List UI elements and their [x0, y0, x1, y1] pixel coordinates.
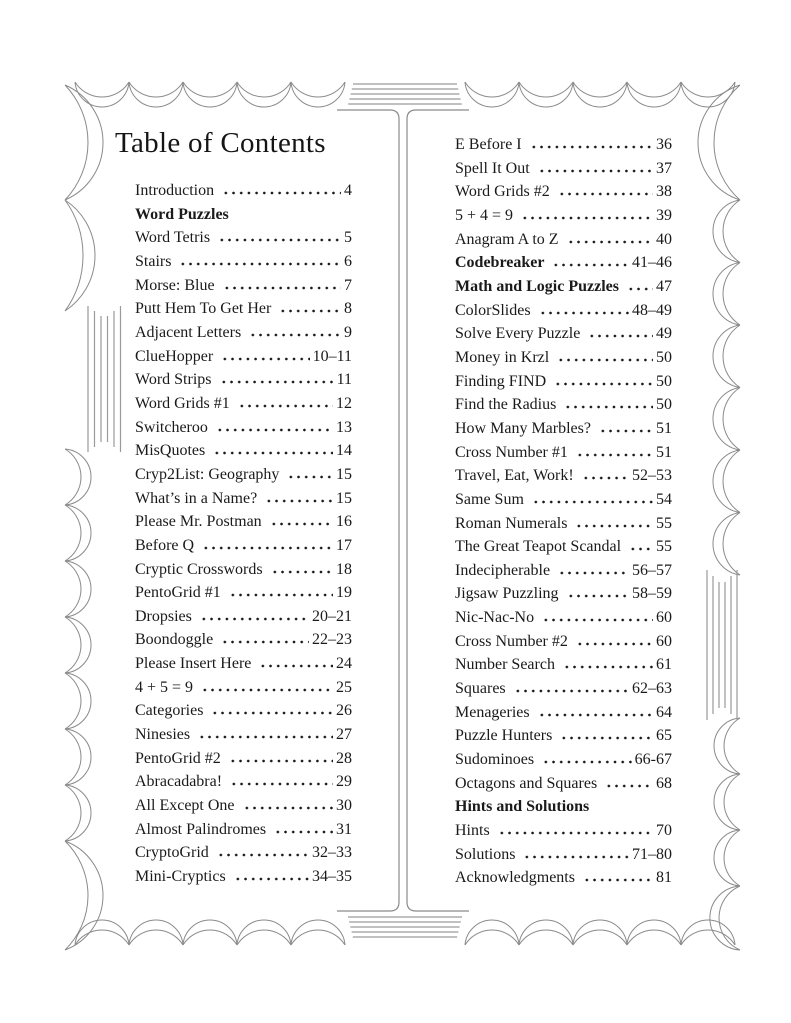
toc-entry-pages: 9: [344, 323, 352, 341]
dot-leader: [216, 238, 341, 242]
toc-entry: [455, 464, 672, 488]
toc-entry-label: Adjacent Letters: [135, 323, 242, 341]
dot-leader: [211, 451, 333, 455]
toc-entry-label: Dropsies: [135, 607, 192, 625]
dot-leader: [247, 333, 341, 337]
dot-leader: [215, 853, 309, 857]
toc-entry-label: ClueHopper: [135, 347, 214, 365]
toc-entry-label: Please Insert Here: [135, 655, 252, 673]
toc-entry-label: Travel, Eat, Work!: [455, 467, 574, 485]
toc-entry-pages: 68: [656, 774, 672, 792]
dot-leader: [272, 830, 333, 834]
toc-entry-label: Find the Radius: [455, 396, 557, 414]
toc-entry-pages: 32–33: [312, 844, 352, 862]
dot-leader: [199, 688, 333, 692]
dot-leader: [257, 664, 333, 668]
dot-leader: [540, 618, 653, 622]
toc-entry-label: Puzzle Hunters: [455, 727, 553, 745]
toc-entry-pages: 24: [336, 655, 352, 673]
toc-entry-pages: 39: [656, 206, 672, 224]
dot-leader: [565, 594, 629, 598]
toc-entry: [135, 747, 352, 771]
toc-entry: [455, 417, 672, 441]
dot-leader: [519, 216, 653, 220]
toc-entry-label: Categories: [135, 702, 204, 720]
dot-leader: [555, 358, 653, 362]
toc-entry-label: Nic-Nac-No: [455, 609, 535, 627]
toc-entry: [135, 250, 352, 274]
dot-leader: [536, 713, 653, 717]
toc-entry-label: Almost Palindromes: [135, 820, 267, 838]
toc-entry: [455, 488, 672, 512]
toc-entry: [455, 748, 672, 772]
toc-entry: [455, 133, 672, 157]
dot-leader: [627, 547, 653, 551]
toc-entry: [135, 628, 352, 652]
dot-leader: [512, 689, 629, 693]
dot-leader: [574, 642, 653, 646]
dot-leader: [536, 169, 653, 173]
dot-leader: [573, 524, 653, 528]
toc-entry-pages: 15: [336, 489, 352, 507]
toc-entry-label: The Great Teapot Scandal: [455, 538, 622, 556]
toc-entry-pages: 18: [336, 560, 352, 578]
toc-entry: [135, 558, 352, 582]
dot-leader: [209, 711, 333, 715]
dot-leader: [219, 357, 309, 361]
toc-entry-pages: 60: [656, 609, 672, 627]
toc-entry-label: Hints: [455, 822, 490, 840]
toc-entry-label: How Many Marbles?: [455, 419, 591, 437]
toc-entry-label: CryptoGrid: [135, 844, 209, 862]
toc-entry: [135, 274, 352, 298]
dot-leader: [574, 453, 653, 457]
toc-entry-label: Same Sum: [455, 490, 524, 508]
toc-entry: [455, 582, 672, 606]
toc-entry: [135, 416, 352, 440]
toc-entry-label: Number Search: [455, 656, 555, 674]
toc-entry: [455, 512, 672, 536]
dot-leader: [603, 784, 653, 788]
toc-entry-label: Cryptic Crosswords: [135, 560, 263, 578]
toc-entry: [135, 297, 352, 321]
dot-leader: [586, 334, 653, 338]
toc-entry: [135, 439, 352, 463]
toc-entry-label: Finding FIND: [455, 372, 547, 390]
dot-leader: [561, 665, 653, 669]
toc-entry: [135, 699, 352, 723]
dot-leader: [597, 429, 653, 433]
toc-entry-label: 5 + 4 = 9: [455, 206, 514, 224]
toc-entry-pages: 16: [336, 513, 352, 531]
toc-entry-pages: 20–21: [312, 607, 352, 625]
dot-leader: [177, 262, 341, 266]
toc-entry: [455, 157, 672, 181]
toc-entry-pages: 41–46: [632, 254, 672, 272]
dot-leader: [556, 571, 629, 575]
toc-entry-pages: 15: [336, 465, 352, 483]
dot-leader: [220, 191, 341, 195]
toc-entry-label: Word Puzzles: [135, 205, 229, 223]
dot-leader: [540, 760, 632, 764]
toc-column-right: [455, 133, 672, 890]
dot-leader: [277, 309, 341, 313]
dot-leader: [268, 522, 333, 526]
toc-entry-label: What’s in a Name?: [135, 489, 258, 507]
toc-entry: [135, 487, 352, 511]
dot-leader: [241, 806, 333, 810]
toc-entry: [455, 393, 672, 417]
toc-entry: [135, 723, 352, 747]
toc-entry-label: Spell It Out: [455, 159, 530, 177]
toc-entry-label: MisQuotes: [135, 442, 206, 460]
toc-entry: [455, 370, 672, 394]
toc-entry-label: Squares: [455, 680, 506, 698]
toc-entry: [455, 772, 672, 796]
toc-entry-pages: 51: [656, 443, 672, 461]
toc-entry-pages: 38: [656, 183, 672, 201]
toc-entry-pages: 28: [336, 749, 352, 767]
dot-leader: [200, 546, 333, 550]
toc-entry-pages: 49: [656, 325, 672, 343]
toc-entry: [135, 463, 352, 487]
toc-entry-pages: 50: [656, 396, 672, 414]
dot-leader: [558, 736, 653, 740]
toc-entry-pages: 12: [336, 394, 352, 412]
toc-entry-pages: 29: [336, 773, 352, 791]
toc-entry-label: Word Grids #2: [455, 183, 550, 201]
toc-entry-label: Cross Number #2: [455, 632, 568, 650]
dot-leader: [269, 570, 333, 574]
toc-entry: [455, 630, 672, 654]
toc-entry-label: Indecipherable: [455, 561, 551, 579]
toc-entry: [135, 203, 352, 227]
toc-entry: [455, 701, 672, 725]
dot-leader: [263, 499, 333, 503]
toc-entry-pages: 40: [656, 230, 672, 248]
dot-leader: [219, 640, 309, 644]
toc-entry-pages: 22–23: [312, 631, 352, 649]
toc-entry-pages: 26: [336, 702, 352, 720]
toc-entry-pages: 62–63: [632, 680, 672, 698]
toc-entry: [135, 179, 352, 203]
toc-entry-pages: 4: [344, 182, 352, 199]
toc-entry: [135, 794, 352, 818]
toc-entry-label: PentoGrid #2: [135, 749, 221, 767]
toc-entry: [455, 275, 672, 299]
toc-entry: [135, 321, 352, 345]
toc-entry: [135, 534, 352, 558]
toc-entry: [455, 795, 672, 819]
toc-entry-pages: 5: [344, 229, 352, 247]
toc-entry-pages: 50: [656, 372, 672, 390]
toc-entry: [455, 441, 672, 465]
dot-leader: [580, 476, 629, 480]
dot-leader: [581, 878, 653, 882]
dot-leader: [227, 593, 333, 597]
toc-column-left: [135, 179, 352, 889]
toc-entry-pages: 51: [656, 419, 672, 437]
toc-entry-pages: 34–35: [312, 868, 352, 886]
toc-entry-label: Please Mr. Postman: [135, 513, 262, 531]
dot-leader: [227, 759, 333, 763]
toc-entry-pages: 56–57: [632, 561, 672, 579]
dot-leader: [228, 782, 333, 786]
toc-entry-pages: 6: [344, 252, 352, 270]
toc-entry-label: Putt Hem To Get Her: [135, 300, 272, 318]
dot-leader: [528, 145, 653, 149]
toc-entry: [455, 724, 672, 748]
toc-entry-label: Before Q: [135, 536, 195, 554]
toc-entry-pages: 31: [336, 820, 352, 838]
toc-entry-pages: 70: [656, 822, 672, 840]
toc-entry-label: Word Grids #1: [135, 394, 230, 412]
dot-leader: [214, 428, 333, 432]
toc-entry-label: ColorSlides: [455, 301, 531, 319]
toc-entry: [455, 180, 672, 204]
toc-entry: [455, 559, 672, 583]
toc-entry: [455, 677, 672, 701]
toc-entry: [455, 346, 672, 370]
page-title: Table of Contents: [115, 127, 326, 159]
toc-entry-label: Cross Number #1: [455, 443, 568, 461]
dot-leader: [565, 240, 653, 244]
toc-entry-label: Morse: Blue: [135, 276, 215, 294]
toc-entry-pages: 25: [336, 678, 352, 696]
toc-entry: [135, 841, 352, 865]
toc-entry: [455, 299, 672, 323]
toc-entry-label: Roman Numerals: [455, 514, 568, 532]
toc-entry: [135, 676, 352, 700]
toc-entry-pages: 30: [336, 797, 352, 815]
toc-entry-pages: 71–80: [632, 845, 672, 863]
toc-entry: [455, 819, 672, 843]
toc-entry-label: Octagons and Squares: [455, 774, 598, 792]
toc-entry: [135, 510, 352, 534]
toc-entry-pages: 8: [344, 300, 352, 318]
toc-entry: [135, 770, 352, 794]
toc-entry: [135, 581, 352, 605]
toc-entry-pages: 61: [656, 656, 672, 674]
dot-leader: [196, 735, 333, 739]
toc-entry: [135, 652, 352, 676]
dot-leader: [537, 311, 629, 315]
toc-entry-pages: 81: [656, 869, 672, 887]
toc-entry-label: Boondoggle: [135, 631, 214, 649]
toc-entry-label: Stairs: [135, 252, 172, 270]
toc-entry-label: Word Strips: [135, 371, 212, 389]
toc-entry-pages: 65: [656, 727, 672, 745]
dot-leader: [530, 500, 653, 504]
toc-entry-label: Solve Every Puzzle: [455, 325, 581, 343]
toc-entry-label: Acknowledgments: [455, 869, 575, 887]
toc-entry-pages: 50: [656, 348, 672, 366]
toc-entry: [455, 251, 672, 275]
toc-entry-label: Solutions: [455, 845, 516, 863]
dot-leader: [550, 263, 629, 267]
toc-entry: [135, 818, 352, 842]
toc-entry-pages: 11: [336, 371, 352, 389]
toc-entry: [455, 866, 672, 890]
toc-entry-pages: 37: [656, 159, 672, 177]
toc-entry: [455, 204, 672, 228]
toc-entry-label: Jigsaw Puzzling: [455, 585, 559, 603]
toc-entry: [135, 226, 352, 250]
toc-entry-pages: 55: [656, 538, 672, 556]
toc-entry-label: 4 + 5 = 9: [135, 678, 194, 696]
toc-entry-label: Math and Logic Puzzles: [455, 277, 619, 295]
toc-entry-pages: 64: [656, 703, 672, 721]
toc-entry-label: Hints and Solutions: [455, 798, 590, 816]
toc-entry: [455, 228, 672, 252]
dot-leader: [521, 855, 629, 859]
toc-entry: [135, 345, 352, 369]
toc-entry: [455, 606, 672, 630]
dot-leader: [556, 192, 653, 196]
dot-leader: [285, 475, 333, 479]
dot-leader: [232, 877, 309, 881]
toc-entry-label: Sudominoes: [455, 751, 535, 769]
dot-leader: [552, 382, 653, 386]
toc-entry-pages: 10–11: [312, 347, 352, 365]
toc-entry-pages: 14: [336, 442, 352, 460]
dot-leader: [198, 617, 309, 621]
toc-entry-pages: 48–49: [632, 301, 672, 319]
toc-entry: [455, 843, 672, 867]
toc-entry: [455, 653, 672, 677]
dot-leader: [236, 404, 333, 408]
toc-entry-pages: 27: [336, 726, 352, 744]
toc-entry-label: All Except One: [135, 797, 235, 815]
toc-entry-label: Introduction: [135, 182, 215, 199]
toc-entry: [135, 865, 352, 889]
toc-entry: [455, 535, 672, 559]
toc-entry-label: Ninesies: [135, 726, 191, 744]
toc-entry-pages: 36: [656, 136, 672, 153]
toc-entry: [135, 605, 352, 629]
toc-entry-pages: 17: [336, 536, 352, 554]
dot-leader: [221, 286, 341, 290]
toc-entry: [135, 368, 352, 392]
toc-entry-pages: 19: [336, 584, 352, 602]
toc-entry-pages: 52–53: [632, 467, 672, 485]
toc-entry-label: Abracadabra!: [135, 773, 223, 791]
dot-leader: [218, 380, 334, 384]
toc-entry-label: PentoGrid #1: [135, 584, 221, 602]
dot-leader: [562, 405, 653, 409]
toc-entry-label: E Before I: [455, 136, 522, 153]
toc-entry-pages: 7: [344, 276, 352, 294]
toc-entry-label: Switcheroo: [135, 418, 208, 436]
toc-entry-label: Anagram A to Z: [455, 230, 559, 248]
toc-entry-pages: 47: [656, 277, 672, 295]
toc-entry-label: Codebreaker: [455, 254, 545, 272]
dot-leader: [496, 831, 653, 835]
toc-entry-label: Mini-Cryptics: [135, 868, 226, 886]
toc-entry-pages: 55: [656, 514, 672, 532]
toc-entry-pages: 66-67: [634, 751, 672, 769]
toc-entry-label: Cryp2List: Geography: [135, 465, 280, 483]
dot-leader: [625, 287, 653, 291]
toc-entry: [455, 322, 672, 346]
toc-entry-pages: 60: [656, 632, 672, 650]
toc-entry-label: Money in Krzl: [455, 348, 550, 366]
toc-entry-pages: 13: [336, 418, 352, 436]
toc-entry-pages: 58–59: [632, 585, 672, 603]
toc-entry: [135, 392, 352, 416]
toc-entry-label: Word Tetris: [135, 229, 211, 247]
toc-entry-pages: 54: [656, 490, 672, 508]
toc-entry-label: Menageries: [455, 703, 530, 721]
